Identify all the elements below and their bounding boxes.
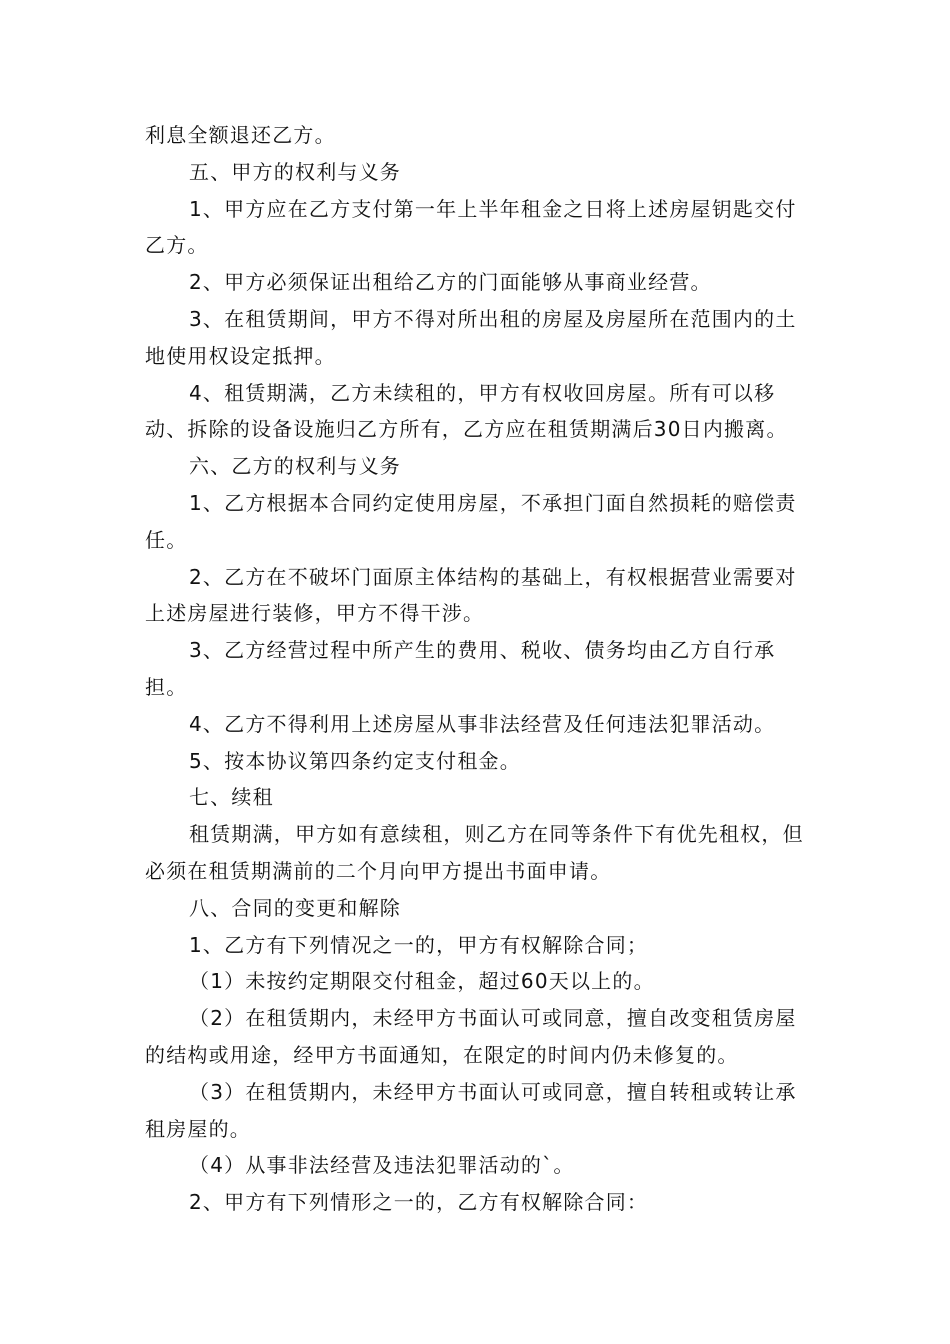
sub-clause: （3）在租赁期内，未经甲方书面认可或同意，擅自转租或转让承租房屋的。 [145, 1079, 797, 1141]
sub-clause: （4）从事非法经营及违法犯罪活动的`。 [189, 1153, 575, 1178]
section-heading-5: 五、甲方的权利与义务 [189, 159, 401, 184]
paragraph: 2、甲方必须保证出租给乙方的门面能够从事商业经营。 [189, 270, 712, 295]
paragraph: 租赁期满，甲方如有意续租，则乙方在同等条件下有优先租权，但必须在租赁期满前的二个月向甲方提出书面申请。 [145, 822, 804, 883]
paragraph: 3、在租赁期间，甲方不得对所出租的房屋及房屋所在范围内的土地使用权设定抵押。 [145, 306, 797, 368]
paragraph: 3、乙方经营过程中所产生的费用、税收、债务均由乙方自行承担。 [145, 638, 776, 699]
paragraph: 4、租赁期满，乙方未续租的，甲方有权收回房屋。所有可以移动、拆除的设备设施归乙方所有，乙方应在租赁期满后30日内搬离。 [145, 380, 788, 442]
paragraph: 5、按本协议第四条约定支付租金。 [189, 748, 521, 773]
paragraph: 4、乙方不得利用上述房屋从事非法经营及任何违法犯罪活动。 [189, 711, 776, 736]
section-heading-6: 六、乙方的权利与义务 [189, 454, 401, 479]
paragraph: 2、甲方有下列情形之一的，乙方有权解除合同： [189, 1190, 649, 1215]
paragraph: 2、乙方在不破坏门面原主体结构的基础上，有权根据营业需要对上述房屋进行装修，甲方不得干涉。 [145, 564, 797, 626]
paragraph: 1、甲方应在乙方支付第一年上半年租金之日将上述房屋钥匙交付乙方。 [145, 196, 797, 258]
section-heading-7: 七、续租 [189, 785, 274, 810]
section-heading-8: 八、合同的变更和解除 [189, 895, 401, 920]
sub-clause: （1）未按约定期限交付租金，超过60天以上的。 [189, 969, 655, 994]
contract-body [145, 117, 815, 1221]
paragraph: 1、乙方有下列情况之一的，甲方有权解除合同； [189, 932, 649, 957]
paragraph: 利息全额退还乙方。 [145, 123, 336, 147]
sub-clause: （2）在租赁期内，未经甲方书面认可或同意，擅自改变租赁房屋的结构或用途，经甲方书面通知，在限定的时间内仍未修复的。 [145, 1006, 797, 1067]
paragraph: 1、乙方根据本合同约定使用房屋，不承担门面自然损耗的赔偿责任。 [145, 490, 797, 552]
